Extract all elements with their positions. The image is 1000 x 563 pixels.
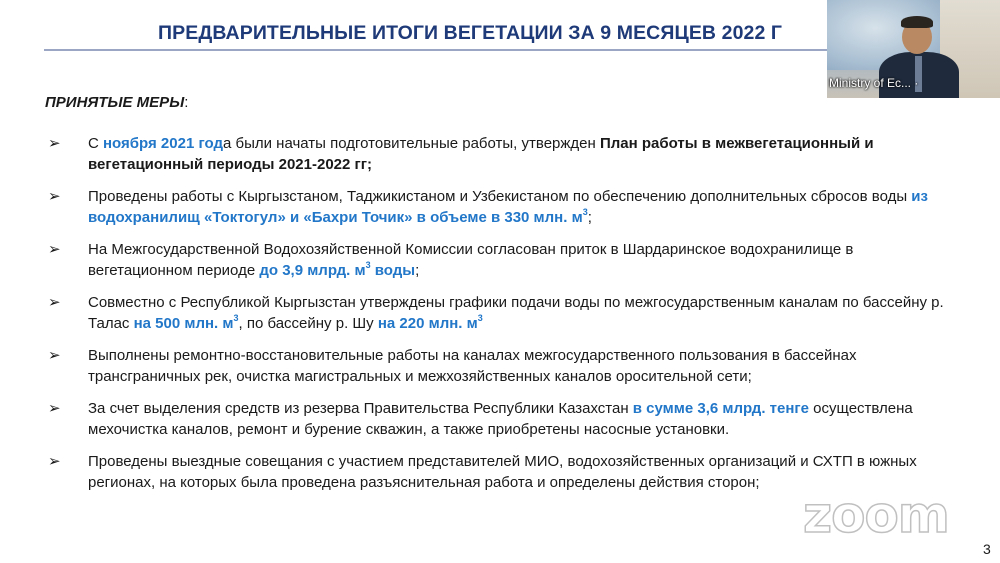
text-run: , по бассейну р. Шу (238, 315, 378, 332)
section-heading-text: ПРИНЯТЫЕ МЕРЫ (45, 94, 185, 111)
text-run: На Межгосударственной Водохозяйственной Комиссии согласован приток в Шардаринское водохранилище в вегетационном периоде (88, 241, 854, 279)
bold-run: План работы в межвегетационный и вегетационный периоды 2021-2022 гг; (88, 135, 874, 173)
superscript: 3 (365, 260, 371, 270)
section-heading-colon: : (184, 94, 189, 111)
arrow-bullet-icon: ➢ (48, 135, 61, 152)
text-run: За счет выделения средств из резерва Правительства Республики Казахстан (88, 400, 633, 417)
arrow-bullet-icon: ➢ (48, 241, 61, 258)
highlight-run: воды (370, 262, 416, 279)
highlight-run: до 3,9 млрд. м (259, 262, 366, 279)
highlight-run: в сумме 3,6 млрд. тенге (632, 400, 810, 417)
text-run: ; (587, 209, 592, 226)
list-item-text (88, 292, 948, 334)
page-number: 3 (983, 541, 991, 557)
list-item-text (88, 133, 948, 175)
arrow-bullet-icon: ➢ (48, 400, 61, 417)
list-item-text (88, 239, 948, 281)
arrow-bullet-icon: ➢ (48, 347, 61, 364)
speaker-hair (901, 16, 933, 28)
text-run: ; (415, 262, 420, 279)
highlight-run: на 220 млн. м (377, 315, 478, 332)
participant-video-tile[interactable] (827, 0, 1000, 98)
title-divider (44, 49, 828, 51)
text-run: С (88, 135, 103, 152)
text-run: Выполнены ремонтно-восстановительные работы на каналах межгосударственного пользования в бассейнах трансграничных рек, очистка магистральных и межхозяйственных каналов оросительной сети; (88, 347, 857, 385)
list-item-text (88, 345, 948, 387)
section-heading (45, 94, 188, 111)
slide-title: ПРЕДВАРИТЕЛЬНЫЕ ИТОГИ ВЕГЕТАЦИИ ЗА 9 МЕСЯЦЕВ 2022 Г (158, 22, 783, 44)
text-run: Совместно с Республикой Кыргызстан утверждены графики подачи воды по межгосударственным каналам по бассейну р. Талас (88, 294, 944, 332)
zoom-watermark: zoom (803, 486, 949, 544)
superscript: 3 (477, 313, 483, 323)
superscript: 3 (582, 207, 588, 217)
arrow-bullet-icon: ➢ (48, 453, 61, 470)
list-item-text (88, 186, 948, 228)
participant-name-label: Ministry of Ec... · (829, 76, 919, 90)
arrow-bullet-icon: ➢ (48, 188, 61, 205)
text-run: Проведены выездные совещания с участием представителей МИО, водохозяйственных организаций и СХТП в южных регионах, на которых была проведена разъяснительная работа и определены действия сторон; (88, 453, 917, 491)
highlight-run: ноября 2021 год (103, 135, 223, 152)
highlight-run: из водохранилищ «Токтогул» и «Бахри Точик» в объеме в 330 млн. м (88, 188, 928, 226)
superscript: 3 (233, 313, 239, 323)
text-run: а были начаты подготовительные работы, утвержден (223, 135, 600, 152)
list-item-text (88, 398, 948, 440)
text-run: Проведены работы с Кыргызстаном, Таджикистаном и Узбекистаном по обеспечению дополнительных сбросов воды (88, 188, 912, 205)
arrow-bullet-icon: ➢ (48, 294, 61, 311)
text-run: осуществлена мехочистка каналов, ремонт и бурение скважин, а также приобретены насосные установки. (88, 400, 913, 438)
highlight-run: на 500 млн. м (133, 315, 234, 332)
